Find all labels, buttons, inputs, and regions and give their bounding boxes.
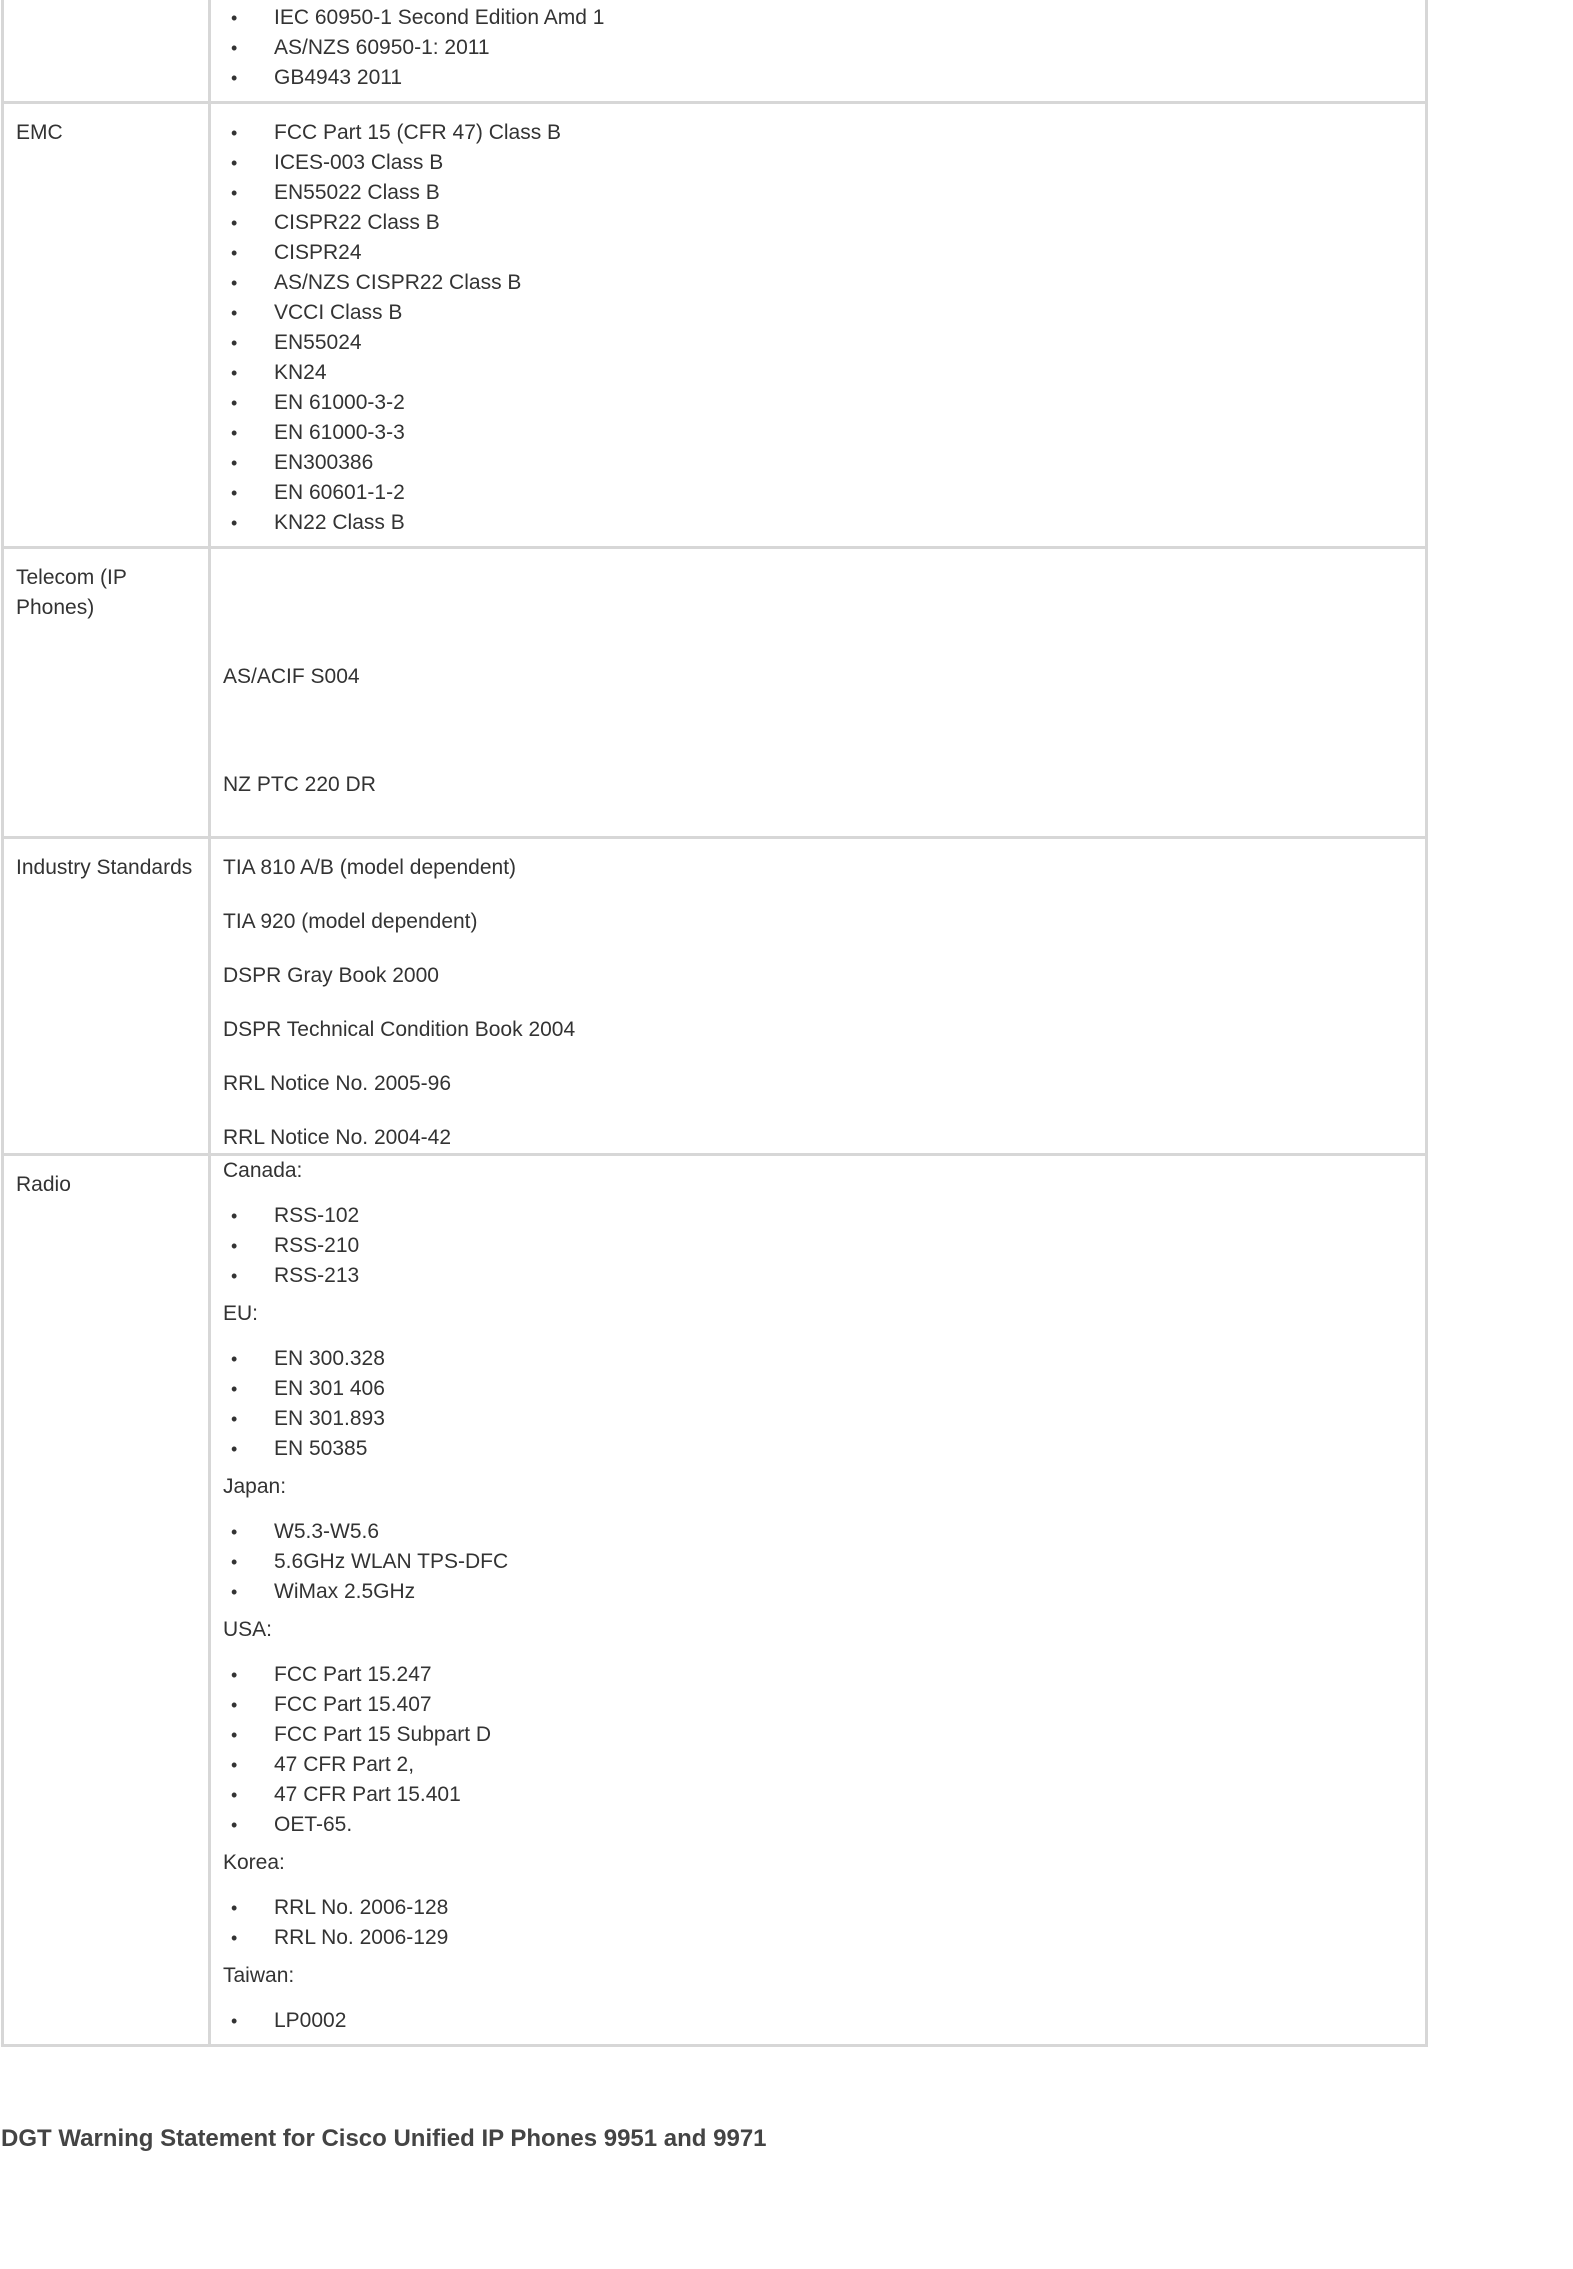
region-label: Canada: (223, 1159, 303, 1182)
region-label: Japan: (223, 1475, 287, 1498)
list-item: • OET-65. (223, 1810, 1413, 1840)
standard-text: DSPR Technical Condition Book 2004 (223, 1018, 576, 1041)
standards-list (223, 0, 1413, 101)
list-item: • EN55024 (223, 328, 1413, 358)
standards-list (223, 1517, 1413, 1607)
list-item: • RSS-102 (223, 1201, 1413, 1231)
region-label: Korea: (223, 1851, 285, 1874)
list-item: • 5.6GHz WLAN TPS-DFC (223, 1547, 1413, 1577)
list-item: • KN24 (223, 358, 1413, 388)
list-item: • EN55022 Class B (223, 178, 1413, 208)
compliance-table (1, 0, 1428, 2047)
list-item: • WiMax 2.5GHz (223, 1577, 1413, 1607)
table-row (3, 103, 1427, 548)
list-item: • LP0002 (223, 2006, 1413, 2036)
standards-list (223, 2006, 1413, 2036)
list-item: • KN22 Class B (223, 508, 1413, 538)
list-item: • ICES-003 Class B (223, 148, 1413, 178)
standard-text: RRL Notice No. 2004-42 (223, 1126, 452, 1149)
list-item: • FCC Part 15.407 (223, 1690, 1413, 1720)
list-item: • RRL No. 2006-128 (223, 1893, 1413, 1923)
list-item: • EN 300.328 (223, 1344, 1413, 1374)
region-label: EU: (223, 1302, 259, 1325)
list-item: • EN 50385 (223, 1434, 1413, 1464)
region-label: Taiwan: (223, 1964, 295, 1987)
row-label: Industry Standards (3, 838, 210, 1155)
section-heading: DGT Warning Statement for Cisco Unified IP Phones 9951 and 9971 (1, 2125, 767, 2152)
list-item: • AS/NZS 60950-1: 2011 (223, 33, 1413, 63)
telecom-standards (223, 549, 1413, 836)
row-content (210, 1155, 1427, 2046)
table-row (3, 1155, 1427, 2046)
row-content (210, 548, 1427, 838)
list-item: • EN300386 (223, 448, 1413, 478)
standards-list (223, 1344, 1413, 1464)
row-content (210, 0, 1427, 103)
standard-text: TIA 810 A/B (model dependent) (223, 856, 517, 879)
list-item: • CISPR22 Class B (223, 208, 1413, 238)
standard-text: NZ PTC 220 DR (223, 773, 376, 796)
list-item: • EN 61000-3-3 (223, 418, 1413, 448)
list-item: • RRL No. 2006-129 (223, 1923, 1413, 1953)
list-item: • CISPR24 (223, 238, 1413, 268)
list-item: • EN 60601-1-2 (223, 478, 1413, 508)
standards-list (223, 1893, 1413, 1953)
row-label: EMC (3, 103, 210, 548)
list-item: • RSS-213 (223, 1261, 1413, 1291)
list-item: • AS/NZS CISPR22 Class B (223, 268, 1413, 298)
standard-text: TIA 920 (model dependent) (223, 910, 478, 933)
list-item: • FCC Part 15 (CFR 47) Class B (223, 118, 1413, 148)
list-item: • FCC Part 15 Subpart D (223, 1720, 1413, 1750)
region-label: USA: (223, 1618, 273, 1641)
list-item: • FCC Part 15.247 (223, 1660, 1413, 1690)
list-item: • VCCI Class B (223, 298, 1413, 328)
row-label: Radio (3, 1155, 210, 2046)
table-row (3, 0, 1427, 103)
list-item: • 47 CFR Part 15.401 (223, 1780, 1413, 1810)
standard-text: AS/ACIF S004 (223, 665, 360, 688)
list-item: • 47 CFR Part 2, (223, 1750, 1413, 1780)
standard-text: DSPR Gray Book 2000 (223, 964, 439, 987)
standards-list (223, 1201, 1413, 1291)
list-item: • EN 301 406 (223, 1374, 1413, 1404)
standards-list (223, 104, 1413, 546)
row-label (3, 0, 210, 103)
row-label: Telecom (IP Phones) (3, 548, 210, 838)
table-row (3, 548, 1427, 838)
standards-list (223, 1660, 1413, 1840)
list-item: • EN 301.893 (223, 1404, 1413, 1434)
row-content (210, 103, 1427, 548)
list-item: • GB4943 2011 (223, 63, 1413, 93)
list-item: • RSS-210 (223, 1231, 1413, 1261)
list-item: • IEC 60950-1 Second Edition Amd 1 (223, 3, 1413, 33)
row-content (210, 838, 1427, 1155)
list-item: • EN 61000-3-2 (223, 388, 1413, 418)
list-item: • W5.3-W5.6 (223, 1517, 1413, 1547)
standard-text: RRL Notice No. 2005-96 (223, 1072, 452, 1095)
table-row (3, 838, 1427, 1155)
